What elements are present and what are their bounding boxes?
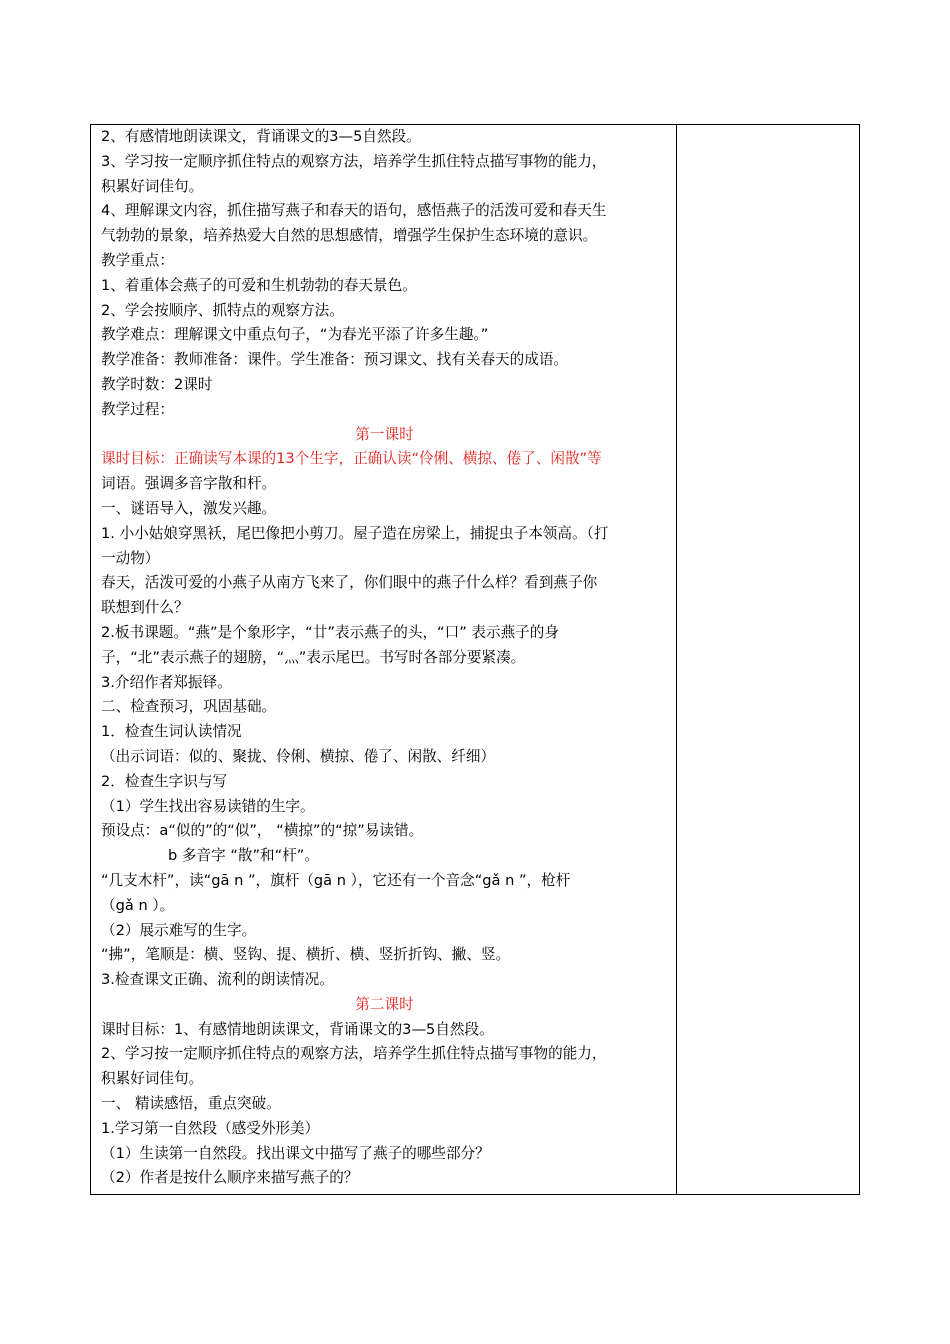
text-line: 1、着重体会燕子的可爱和生机勃勃的春天景色。 (101, 276, 417, 294)
text-line: 预设点：a“似的”的“似”， “横掠”的“掠”易读错。 (101, 822, 424, 840)
text-line: （gǎ n ）。 (101, 896, 175, 914)
text-line: 教学难点：理解课文中重点句子，“为春光平添了许多生趣。” (101, 326, 489, 344)
text-line: b 多音字 “散”和“杆”。 (168, 847, 319, 865)
notes-cell (677, 125, 859, 1194)
text-line: 3.介绍作者郑振铎。 (101, 673, 232, 691)
text-line: 教学时数：2课时 (101, 375, 213, 393)
text-line: 课时目标：1、有感情地朗读课文，背诵课文的3—5自然段。 (101, 1020, 494, 1038)
text-line: 积累好词佳句。 (101, 1070, 204, 1088)
text-line: 春天，活泼可爱的小燕子从南方飞来了，你们眼中的燕子什么样？看到燕子你 (101, 574, 598, 592)
text-line: 教学过程： (101, 400, 174, 418)
section-heading-lesson-2: 第二课时 (355, 995, 414, 1013)
text-line-objective: 课时目标：正确读写本课的13个生字，正确认读“伶俐、横掠、倦了、闲散”等 (101, 450, 602, 468)
text-line: （出示词语：似的、聚拢、伶俐、横掠、倦了、闲散、纤细） (101, 747, 496, 765)
text-line: 词语。强调多音字散和杆。 (101, 475, 277, 493)
text-line: 1．检查生词认读情况 (101, 723, 242, 741)
text-line: 4、理解课文内容，抓住描写燕子和春天的语句，感悟燕子的活泼可爱和春天生 (101, 202, 607, 220)
text-line: 1.学习第一自然段（感受外形美） (101, 1119, 320, 1137)
text-line: 2．检查生字识与写 (101, 772, 228, 790)
text-line: 积累好词佳句。 (101, 177, 204, 195)
text-line: 2、学习按一定顺序抓住特点的观察方法，培养学生抓住特点描写事物的能力， (101, 1045, 607, 1063)
text-line: “拂”，笔顺是：横、竖钩、提、横折、横、竖折折钩、撇、竖。 (101, 946, 511, 964)
text-line: 二、检查预习，巩固基础。 (101, 698, 277, 716)
text-line: 2、有感情地朗读课文，背诵课文的3—5自然段。 (101, 128, 421, 145)
text-line: 3.检查课文正确、流利的朗读情况。 (101, 971, 334, 989)
text-line: 2、学会按顺序、抓特点的观察方法。 (101, 301, 344, 319)
text-line: 3、学习按一定顺序抓住特点的观察方法，培养学生抓住特点描写事物的能力， (101, 152, 607, 170)
text-line: 教学准备：教师准备：课件。学生准备：预习课文、找有关春天的成语。 (101, 351, 569, 369)
text-line: 联想到什么？ (101, 599, 189, 617)
lesson-content-cell (91, 125, 677, 1194)
section-heading-lesson-1: 第一课时 (355, 425, 414, 443)
lesson-plan-table (90, 124, 860, 1195)
text-line: 气勃勃的景象，培养热爱大自然的思想感情，增强学生保护生态环境的意识。 (101, 227, 598, 245)
text-line: 一、谜语导入，激发兴趣。 (101, 499, 277, 517)
text-line: 一动物） (101, 549, 160, 567)
text-line: “几支木杆”，读“gā n ”，旗杆（gā n ），它还有一个音念“gǎ n ”，枪杆 (101, 871, 571, 889)
text-line: 1. 小小姑娘穿黑袄，尾巴像把小剪刀。屋子造在房梁上，捕捉虫子本领高。（打 (101, 524, 609, 542)
text-line: 子，“北”表示燕子的翅膀，“灬”表示尾巴。书写时各部分要紧凑。 (101, 648, 526, 666)
text-line: （2）展示难写的生字。 (101, 921, 257, 939)
text-line: 2.板书课题。“燕”是个象形字，“廿”表示燕子的头，“口” 表示燕子的身 (101, 623, 559, 641)
text-line: 一、 精读感悟，重点突破。 (101, 1095, 281, 1113)
text-line: （2）作者是按什么顺序来描写燕子的？ (101, 1169, 359, 1187)
text-line: （1）生读第一自然段。找出课文中描写了燕子的哪些部分？ (101, 1144, 490, 1162)
text-line: （1）学生找出容易读错的生字。 (101, 797, 315, 815)
text-line: 教学重点： (101, 251, 174, 269)
